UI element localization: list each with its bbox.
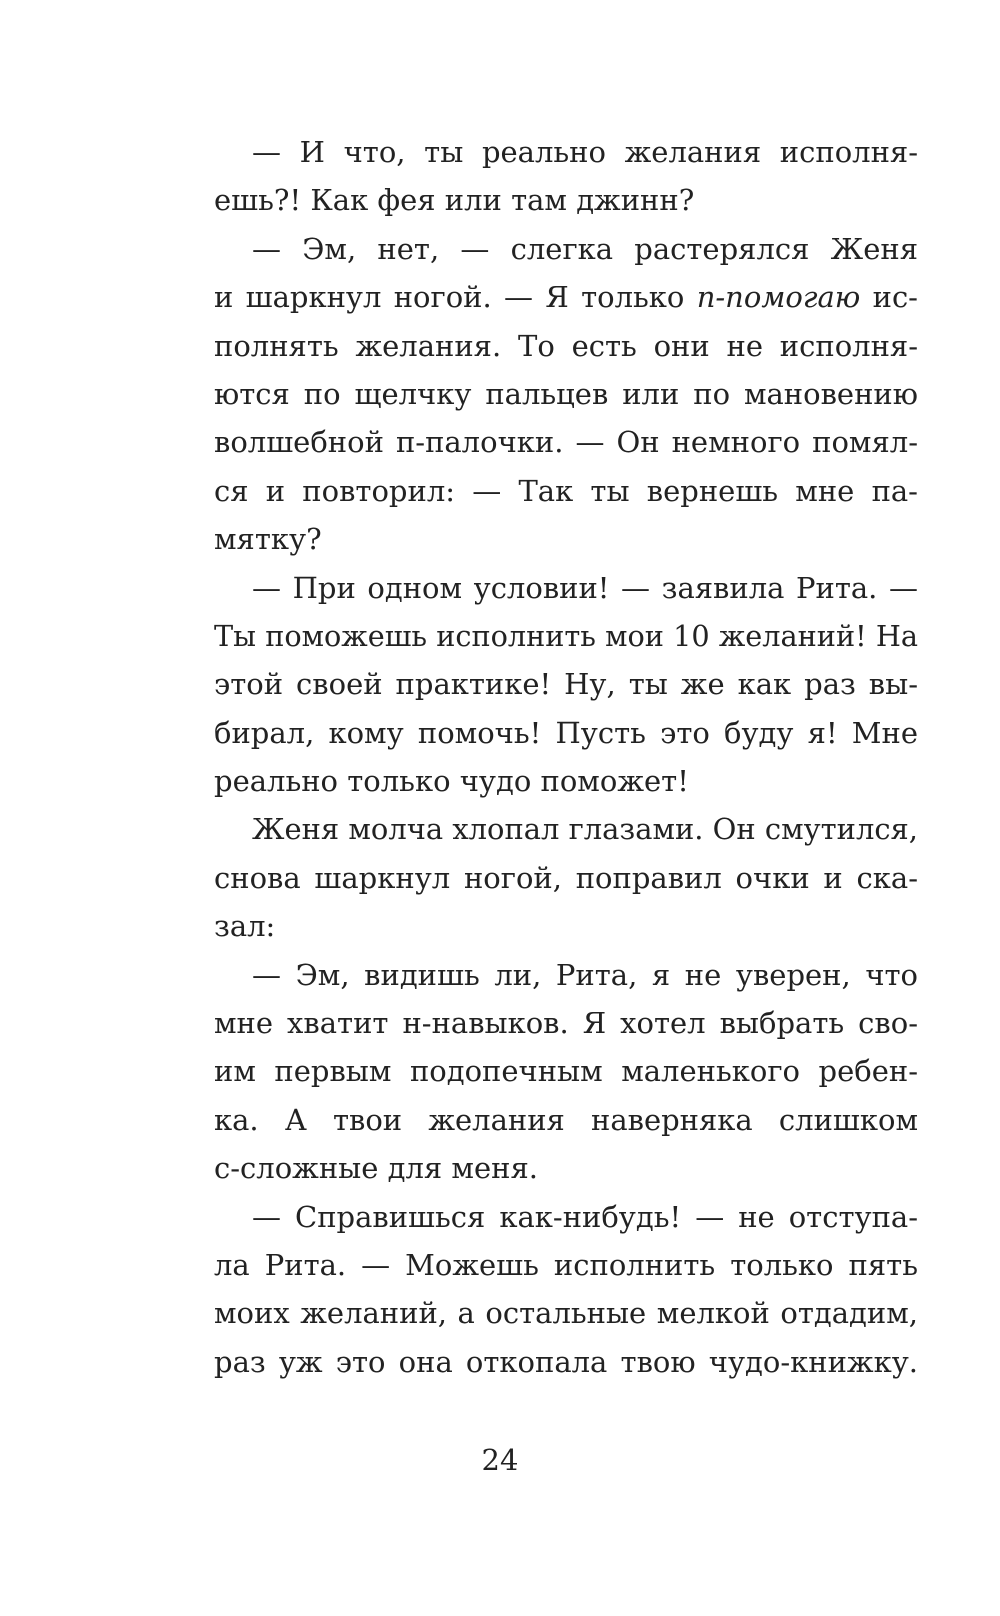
text-line [214,660,918,708]
text-line [214,951,918,999]
line-text: и шаркнул ногой. — Я только [214,280,697,315]
line-text: раз уж это она откопала твою чудо-книжку. [214,1344,918,1379]
text-line [214,467,918,515]
body-text [214,128,918,1386]
text-line [214,515,918,563]
text-line [214,322,918,370]
text-line [214,273,918,321]
line-text: Ты поможешь исполнить мои 10 желаний! На [214,618,918,653]
line-text: — Эм, нет, — слегка растерялся Женя [252,231,918,266]
text-line [214,1047,918,1095]
text-line [214,1289,918,1337]
text-line [214,612,918,660]
line-text: этой своей практике! Ну, ты же как раз вы- [214,667,918,702]
text-line [214,1096,918,1144]
line-text: полнять желания. То есть они не исполня- [214,328,918,363]
line-text: — При одном условии! — заявила Рита. — [252,570,918,605]
line-text: ешь?! Как фея или там джинн? [214,183,695,218]
line-text: моих желаний, а остальные мелкой отдадим, [214,1296,918,1331]
line-text: мятку? [214,522,322,557]
line-text: — Эм, видишь ли, Рита, я не уверен, что [252,957,918,992]
text-line [214,225,918,273]
text-line [214,1144,918,1192]
text-line [214,564,918,612]
text-line [214,902,918,950]
line-text: бирал, кому помочь! Пусть это буду я! Мне [214,715,918,750]
line-text: — И что, ты реально желания исполня- [252,135,918,169]
line-text: волшебной п-палочки. — Он немного помял- [214,425,918,460]
text-line [214,805,918,853]
text-line [214,854,918,902]
text-line [214,418,918,466]
line-text: ся и повторил: — Так ты вернешь мне па- [214,473,918,508]
page-number: 24 [481,1443,519,1477]
line-text: Женя молча хлопал глазами. Он смутился, [252,812,918,847]
text-line [214,370,918,418]
line-text: — Справишься как-нибудь! — не отступа- [252,1199,918,1234]
line-text: снова шаркнул ногой, поправил очки и ска- [214,860,918,895]
text-line [214,709,918,757]
italic-text: п-помогаю [696,280,861,315]
text-line [214,1241,918,1289]
line-text: ис- [860,280,918,315]
line-text: им первым подопечным маленького ребен- [214,1054,918,1089]
line-text: зал: [214,909,276,944]
text-line [214,128,918,176]
text-line [214,757,918,805]
text-line [214,176,918,224]
text-line [214,1193,918,1241]
line-text: ются по щелчку пальцев или по мановению [214,376,918,411]
text-line [214,1338,918,1386]
line-text: реально только чудо поможет! [214,764,689,799]
line-text: с-сложные для меня. [214,1151,538,1186]
line-text: ла Рита. — Можешь исполнить только пять [214,1247,918,1282]
line-text: мне хватит н-навыков. Я хотел выбрать сво- [214,1006,918,1041]
text-line [214,999,918,1047]
line-text: ка. А твои желания наверняка слишком [214,1102,918,1137]
